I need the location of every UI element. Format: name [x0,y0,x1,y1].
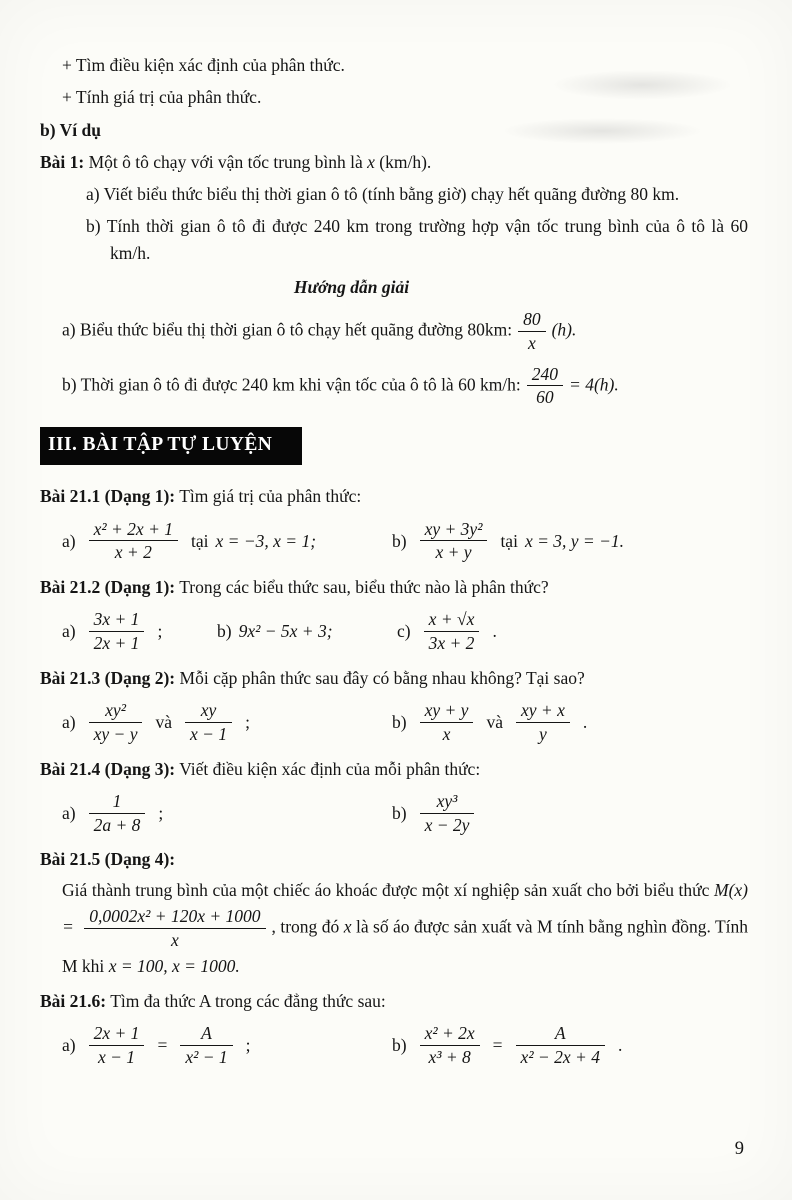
ex-21-5-paragraph [40,877,748,980]
solution-b-tail: = 4(h). [569,373,619,394]
ex-21-6-items [40,1020,748,1071]
fraction [185,699,232,746]
fraction-numerator: A [516,1022,605,1046]
ex-21-4-title [40,756,748,782]
fraction [84,905,265,952]
ex-21-2-item-a [62,606,217,657]
fraction-numerator: xy³ [420,790,475,814]
function-notation: M(x) = [62,879,749,937]
fraction-numerator: 3x + 1 [89,608,145,632]
fraction-numerator: 80 [518,308,546,332]
fraction [89,790,146,837]
fraction-denominator: x [442,723,451,744]
ex-21-5-title [40,846,748,872]
ex-21-1-text: Tìm giá trị của phân thức: [179,486,362,507]
ex-21-1-label: Bài 21.1 (Dạng 1): [40,486,176,507]
ex-21-6-item-b [392,1020,622,1071]
item-punct: . [617,1034,623,1055]
paragraph-text: là số áo được sản xuất và M tính bằng nghìn đồng. Tính M khi [62,916,749,977]
fraction-denominator: 2x + 1 [93,633,140,653]
bai1-intro-post: (km/h). [379,151,432,172]
item-label: c) [397,621,411,642]
ex-21-3-items [40,697,748,748]
ex-21-1-title [40,483,748,509]
ex-21-2-items [40,606,748,657]
item-punct: . [492,621,497,642]
bullet-line-2: + Tính giá trị của phân thức. [62,87,262,108]
fraction-numerator: xy + x [516,699,570,723]
ex-21-2-label: Bài 21.2 (Dạng 1): [40,577,176,597]
ex-21-2-title [40,574,748,600]
item-punct: ; [245,1034,251,1055]
fraction [420,518,488,565]
item-word: tại [500,530,518,551]
example-heading: b) Ví dụ [40,119,101,140]
fraction-numerator: xy [185,699,232,723]
fraction [89,699,143,746]
item-punct: ; [157,621,163,642]
fraction-numerator: xy + 3y² [420,518,488,542]
fraction-denominator: x [171,929,179,950]
bai1-item-b [40,213,748,266]
item-label: b) [392,802,407,823]
fraction-numerator: xy + y [420,699,474,723]
item-label: a) [62,621,76,642]
fraction [420,790,475,837]
scan-artifact [502,118,702,144]
fraction-numerator: 0,0002x² + 120x + 1000 [84,905,265,929]
ex-21-1-item-b [392,516,624,567]
fraction-numerator: 1 [89,790,146,814]
equals-sign: = [492,1034,503,1055]
item-label: b) [392,1034,407,1055]
paragraph-text: Giá thành trung bình của một chiếc áo khoác được một xí nghiệp sản xuất cho bởi biểu thức [62,879,710,900]
bai1-intro [40,149,748,175]
fraction-denominator: x² − 1 [185,1046,228,1067]
item-punct: ; [158,802,164,823]
ex-21-4-item-b [392,788,480,839]
item-label: b) [392,530,407,551]
paragraph-text: , trong đó [271,916,340,937]
ex-21-6-label: Bài 21.6: [40,990,107,1011]
ex-21-4-items [40,788,748,839]
item-label: b) [392,712,407,733]
ex-21-2-item-b [217,618,397,644]
fraction-denominator: x [527,332,536,353]
ex-21-1-item-a [62,516,392,567]
scan-artifact [552,70,732,100]
ex-21-2-text: Trong các biểu thức sau, biểu thức nào là phân thức? [179,577,549,597]
section-heading: III. BÀI TẬP TỰ LUYỆN [40,427,302,465]
fraction-denominator: 60 [536,387,554,408]
fraction [516,1022,605,1069]
solution-b [40,361,748,412]
item-label: a) [62,712,76,733]
item-label: b) [217,621,232,642]
ex-21-3-title [40,665,748,691]
fraction-denominator: x + 2 [114,542,152,563]
solution-heading: Hướng dẫn giải [293,276,410,297]
ex-21-1-items [40,516,748,567]
variable: x [343,916,352,937]
fraction-denominator: x² − 2x + 4 [520,1046,600,1067]
item-word: tại [191,530,209,551]
fraction-denominator: x − 1 [97,1046,136,1067]
fraction-numerator: x² + 2x [420,1022,480,1046]
ex-21-6-text: Tìm đa thức A trong các đẳng thức sau: [110,990,386,1011]
fraction-numerator: 240 [527,363,563,387]
bai1-item-b-label: b) [86,216,101,237]
bai1-item-b-text: Tính thời gian ô tô đi được 240 km trong trường hợp vận tốc trung bình của ô tô là 60 km/h. [106,216,748,263]
item-expression: 9x² − 5x + 3; [238,621,333,642]
fraction [180,1022,232,1069]
fraction-denominator: x − 2y [424,814,470,835]
fraction-numerator: 2x + 1 [89,1022,145,1046]
fraction [516,699,570,746]
fraction-numerator: xy² [89,699,143,723]
fraction [518,308,546,355]
fraction-numerator: x + √x [424,608,480,632]
bai1-intro-text: Một ô tô chạy với vận tốc trung bình là [88,151,363,172]
fraction [89,1022,145,1069]
bai1-item-a-label: a) [86,184,100,204]
fraction-numerator: x² + 2x + 1 [89,518,178,542]
fraction [89,518,178,565]
fraction-denominator: 3x + 2 [428,633,475,653]
item-label: a) [62,1034,76,1055]
solution-a-text: a) Biểu thức biểu thị thời gian ô tô chạy hết quãng đường 80km: [62,319,513,340]
fraction-denominator: y [539,723,547,744]
ex-21-3-item-b [392,697,587,748]
bai1-item-a-text: Viết biểu thức biểu thị thời gian ô tô (tính bằng giờ) chạy hết quãng đường 80 km. [103,184,680,204]
ex-21-6-title [40,988,748,1014]
item-label: a) [62,802,76,823]
ex-21-4-label: Bài 21.4 (Dạng 3): [40,758,176,779]
bai1-intro-variable: x [367,151,375,172]
fraction [420,1022,480,1069]
fraction-denominator: x − 1 [190,723,228,744]
ex-21-2-item-c [397,606,497,657]
fraction [420,699,474,746]
bai1-label: Bài 1: [40,151,85,172]
solution-a [40,306,748,357]
fraction [89,608,145,655]
fraction-denominator: x + y [435,542,472,563]
item-word: và [486,712,503,733]
item-label: a) [62,530,76,551]
item-punct: ; [245,712,250,733]
solution-b-text: b) Thời gian ô tô đi được 240 km khi vận tốc của ô tô là 60 km/h: [62,373,521,394]
fraction [527,363,563,410]
values: x = 100, x = 1000. [108,956,240,977]
ex-21-5-label: Bài 21.5 (Dạng 4): [40,849,176,870]
fraction [424,608,480,655]
equals-sign: = [157,1034,168,1055]
page-number: 9 [734,1139,744,1160]
ex-21-3-item-a [62,697,392,748]
ex-21-6-item-a [62,1020,392,1071]
solution-a-tail: (h). [551,319,577,340]
bai1-item-a [40,181,748,207]
item-word: và [155,712,173,733]
item-condition: x = −3, x = 1; [215,530,317,551]
item-condition: x = 3, y = −1. [524,530,625,551]
ex-21-3-text: Mỗi cặp phân thức sau đây có bằng nhau không? Tại sao? [179,667,585,688]
fraction-denominator: xy − y [93,723,138,744]
ex-21-4-text: Viết điều kiện xác định của mỗi phân thức: [179,758,481,779]
bullet-line-1: + Tìm điều kiện xác định của phân thức. [62,55,345,75]
fraction-denominator: x³ + 8 [428,1046,471,1067]
fraction-denominator: 2a + 8 [93,814,141,835]
fraction-numerator: A [180,1022,232,1046]
item-punct: . [582,712,588,733]
ex-21-3-label: Bài 21.3 (Dạng 2): [40,667,176,688]
ex-21-4-item-a [62,788,392,839]
